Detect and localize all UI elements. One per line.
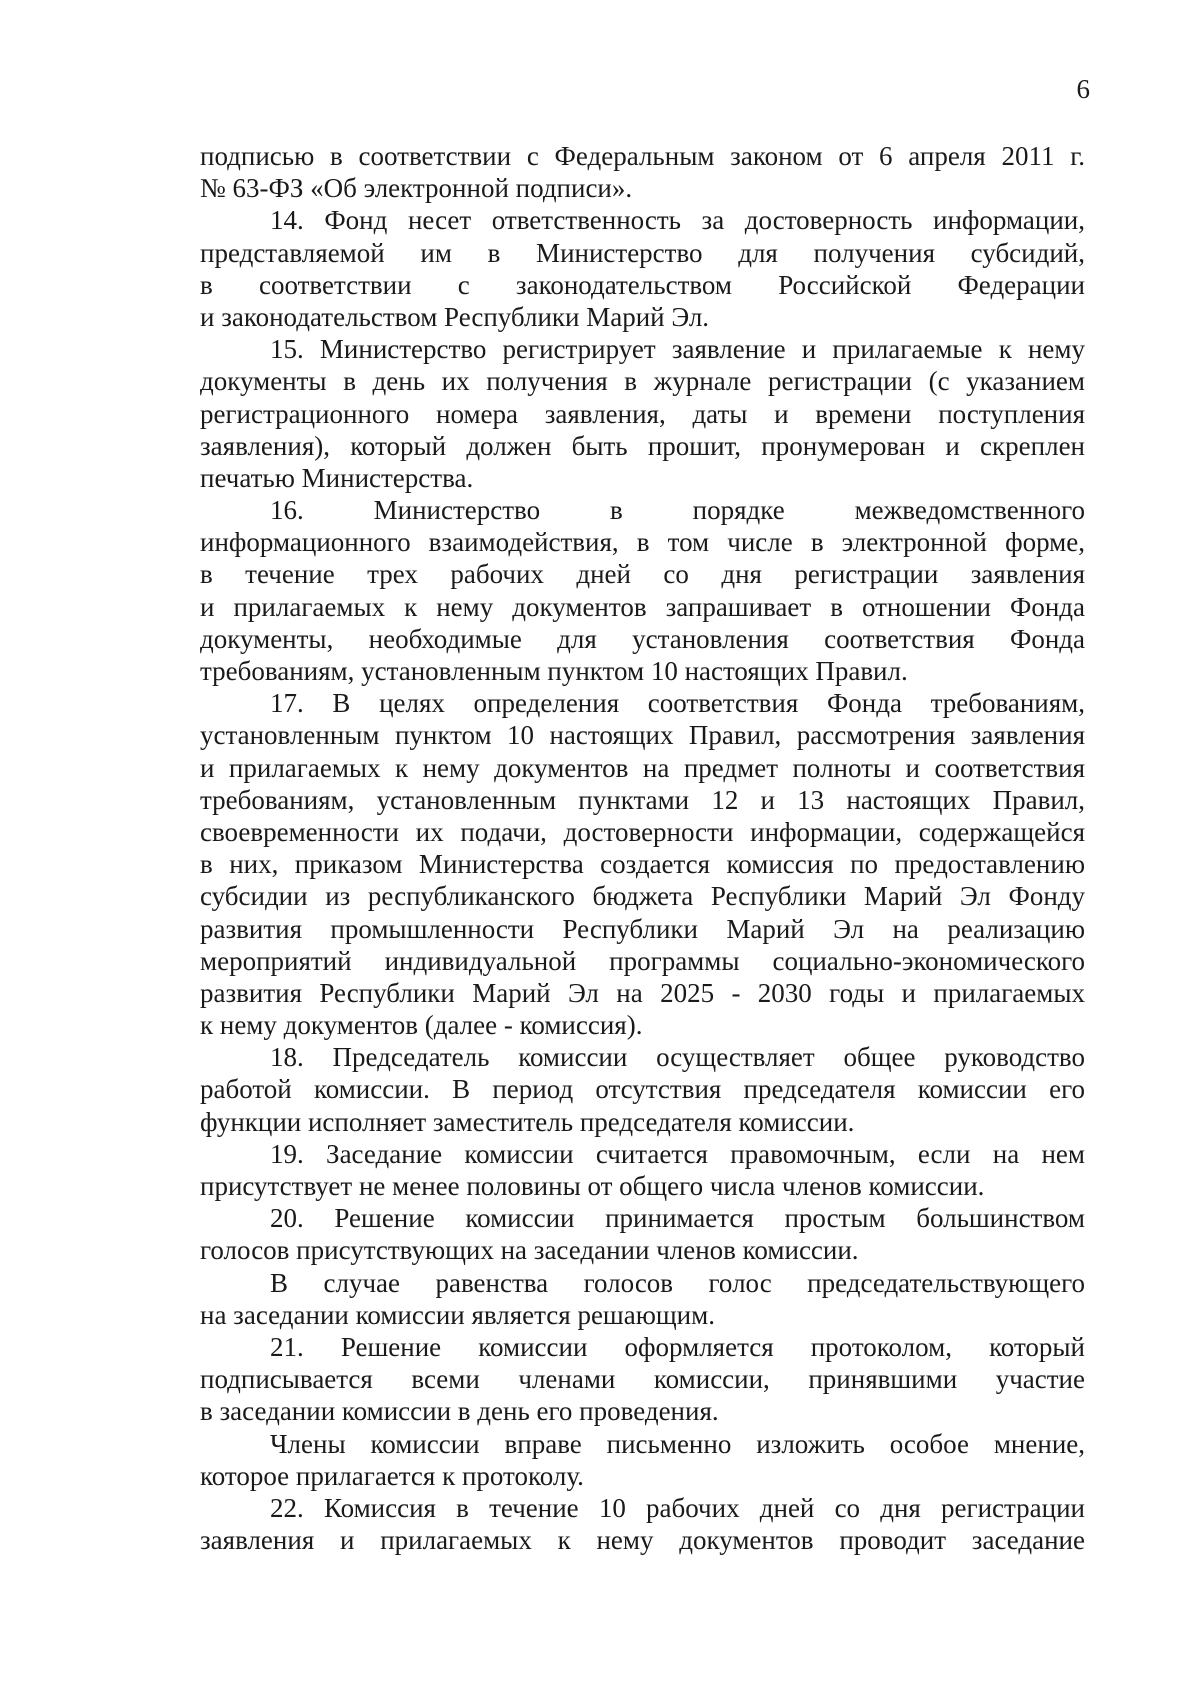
text-line: требованиям, установленным пунктами 12 и 13 настоящих Правил, <box>200 784 1085 815</box>
text-line: подписью в соответствии с Федеральным законом от 6 апреля 2011 г. <box>200 141 1085 171</box>
text-line: в соответствии с законодательством Российской Федерации <box>200 269 1085 300</box>
text-line: представляемой им в Министерство для получения субсидий, <box>200 237 1085 268</box>
text-line: 15. Министерство регистрирует заявление и прилагаемые к нему <box>270 334 1085 365</box>
text-line: развития Республики Марий Эл на 2025 - 2030 годы и прилагаемых <box>200 977 1085 1008</box>
text-line: информационного взаимодействия, в том числе в электронной форме, <box>200 527 1085 558</box>
document-body <box>200 140 1085 1556</box>
text-line: присутствует не менее половины от общего числа членов комиссии. <box>200 1171 985 1201</box>
text-line: в них, приказом Министерства создается комиссия по предоставлению <box>200 849 1085 880</box>
text-line: голосов присутствующих на заседании членов комиссии. <box>200 1235 859 1266</box>
text-line: которое прилагается к протоколу. <box>200 1460 584 1491</box>
text-line: 21. Решение комиссии оформляется протоколом, который <box>270 1331 1085 1362</box>
text-line: 22. Комиссия в течение 10 рабочих дней со дня регистрации <box>270 1492 1085 1523</box>
text-line: 20. Решение комиссии принимается простым большинством <box>270 1203 1085 1234</box>
text-line: заявления), который должен быть прошит, пронумерован и скреплен <box>200 430 1085 461</box>
text-line: своевременности их подачи, достоверности информации, содержащейся <box>200 816 1085 847</box>
text-line: на заседании комиссии является решающим. <box>200 1299 715 1330</box>
page-number: 6 <box>1076 74 1090 104</box>
text-line: 17. В целях определения соответствия Фонда требованиям, <box>270 688 1085 719</box>
text-line: в заседании комиссии в день его проведения. <box>200 1396 719 1427</box>
text-line: к нему документов (далее - комиссия). <box>200 1010 643 1041</box>
text-line: 16. Министерство в порядке межведомственного <box>270 495 1085 526</box>
text-line: мероприятий индивидуальной программы социально-экономического <box>200 945 1085 976</box>
text-line: 14. Фонд несет ответственность за достоверность информации, <box>270 205 1085 236</box>
text-line: функции исполняет заместитель председателя комиссии. <box>200 1106 855 1137</box>
text-line: документы в день их получения в журнале регистрации (с указанием <box>200 366 1085 397</box>
text-line: документы, необходимые для установления соответствия Фонда <box>200 623 1085 654</box>
text-line: № 63-ФЗ «Об электронной подписи». <box>200 173 633 204</box>
text-line: подписывается всеми членами комиссии, принявшими участие <box>200 1364 1085 1395</box>
text-line: 18. Председатель комиссии осуществляет общее руководство <box>270 1042 1085 1073</box>
text-line: в течение трех рабочих дней со дня регистрации заявления <box>200 559 1085 590</box>
text-line: и прилагаемых к нему документов запрашивает в отношении Фонда <box>200 591 1085 622</box>
text-line: 19. Заседание комиссии считается правомочным, если на нем <box>270 1138 1085 1169</box>
text-line: субсидии из республиканского бюджета Республики Марий Эл Фонду <box>200 881 1085 912</box>
text-line: печатью Министерства. <box>200 462 474 493</box>
text-line: требованиям, установленным пунктом 10 настоящих Правил. <box>200 656 908 686</box>
text-line: установленным пунктом 10 настоящих Правил, рассмотрения заявления <box>200 720 1085 751</box>
text-line: развития промышленности Республики Марий Эл на реализацию <box>200 913 1085 944</box>
text-line: заявления и прилагаемых к нему документов проводит заседание <box>200 1525 1085 1556</box>
text-line: и законодательством Республики Марий Эл. <box>200 301 710 332</box>
text-line: В случае равенства голосов голос председательствующего <box>270 1267 1085 1298</box>
text-line: работой комиссии. В период отсутствия председателя комиссии его <box>200 1074 1085 1105</box>
text-line: регистрационного номера заявления, даты и времени поступления <box>200 398 1085 429</box>
text-line: и прилагаемых к нему документов на предмет полноты и соответствия <box>200 752 1085 783</box>
text-line: Члены комиссии вправе письменно изложить особое мнение, <box>270 1428 1085 1459</box>
